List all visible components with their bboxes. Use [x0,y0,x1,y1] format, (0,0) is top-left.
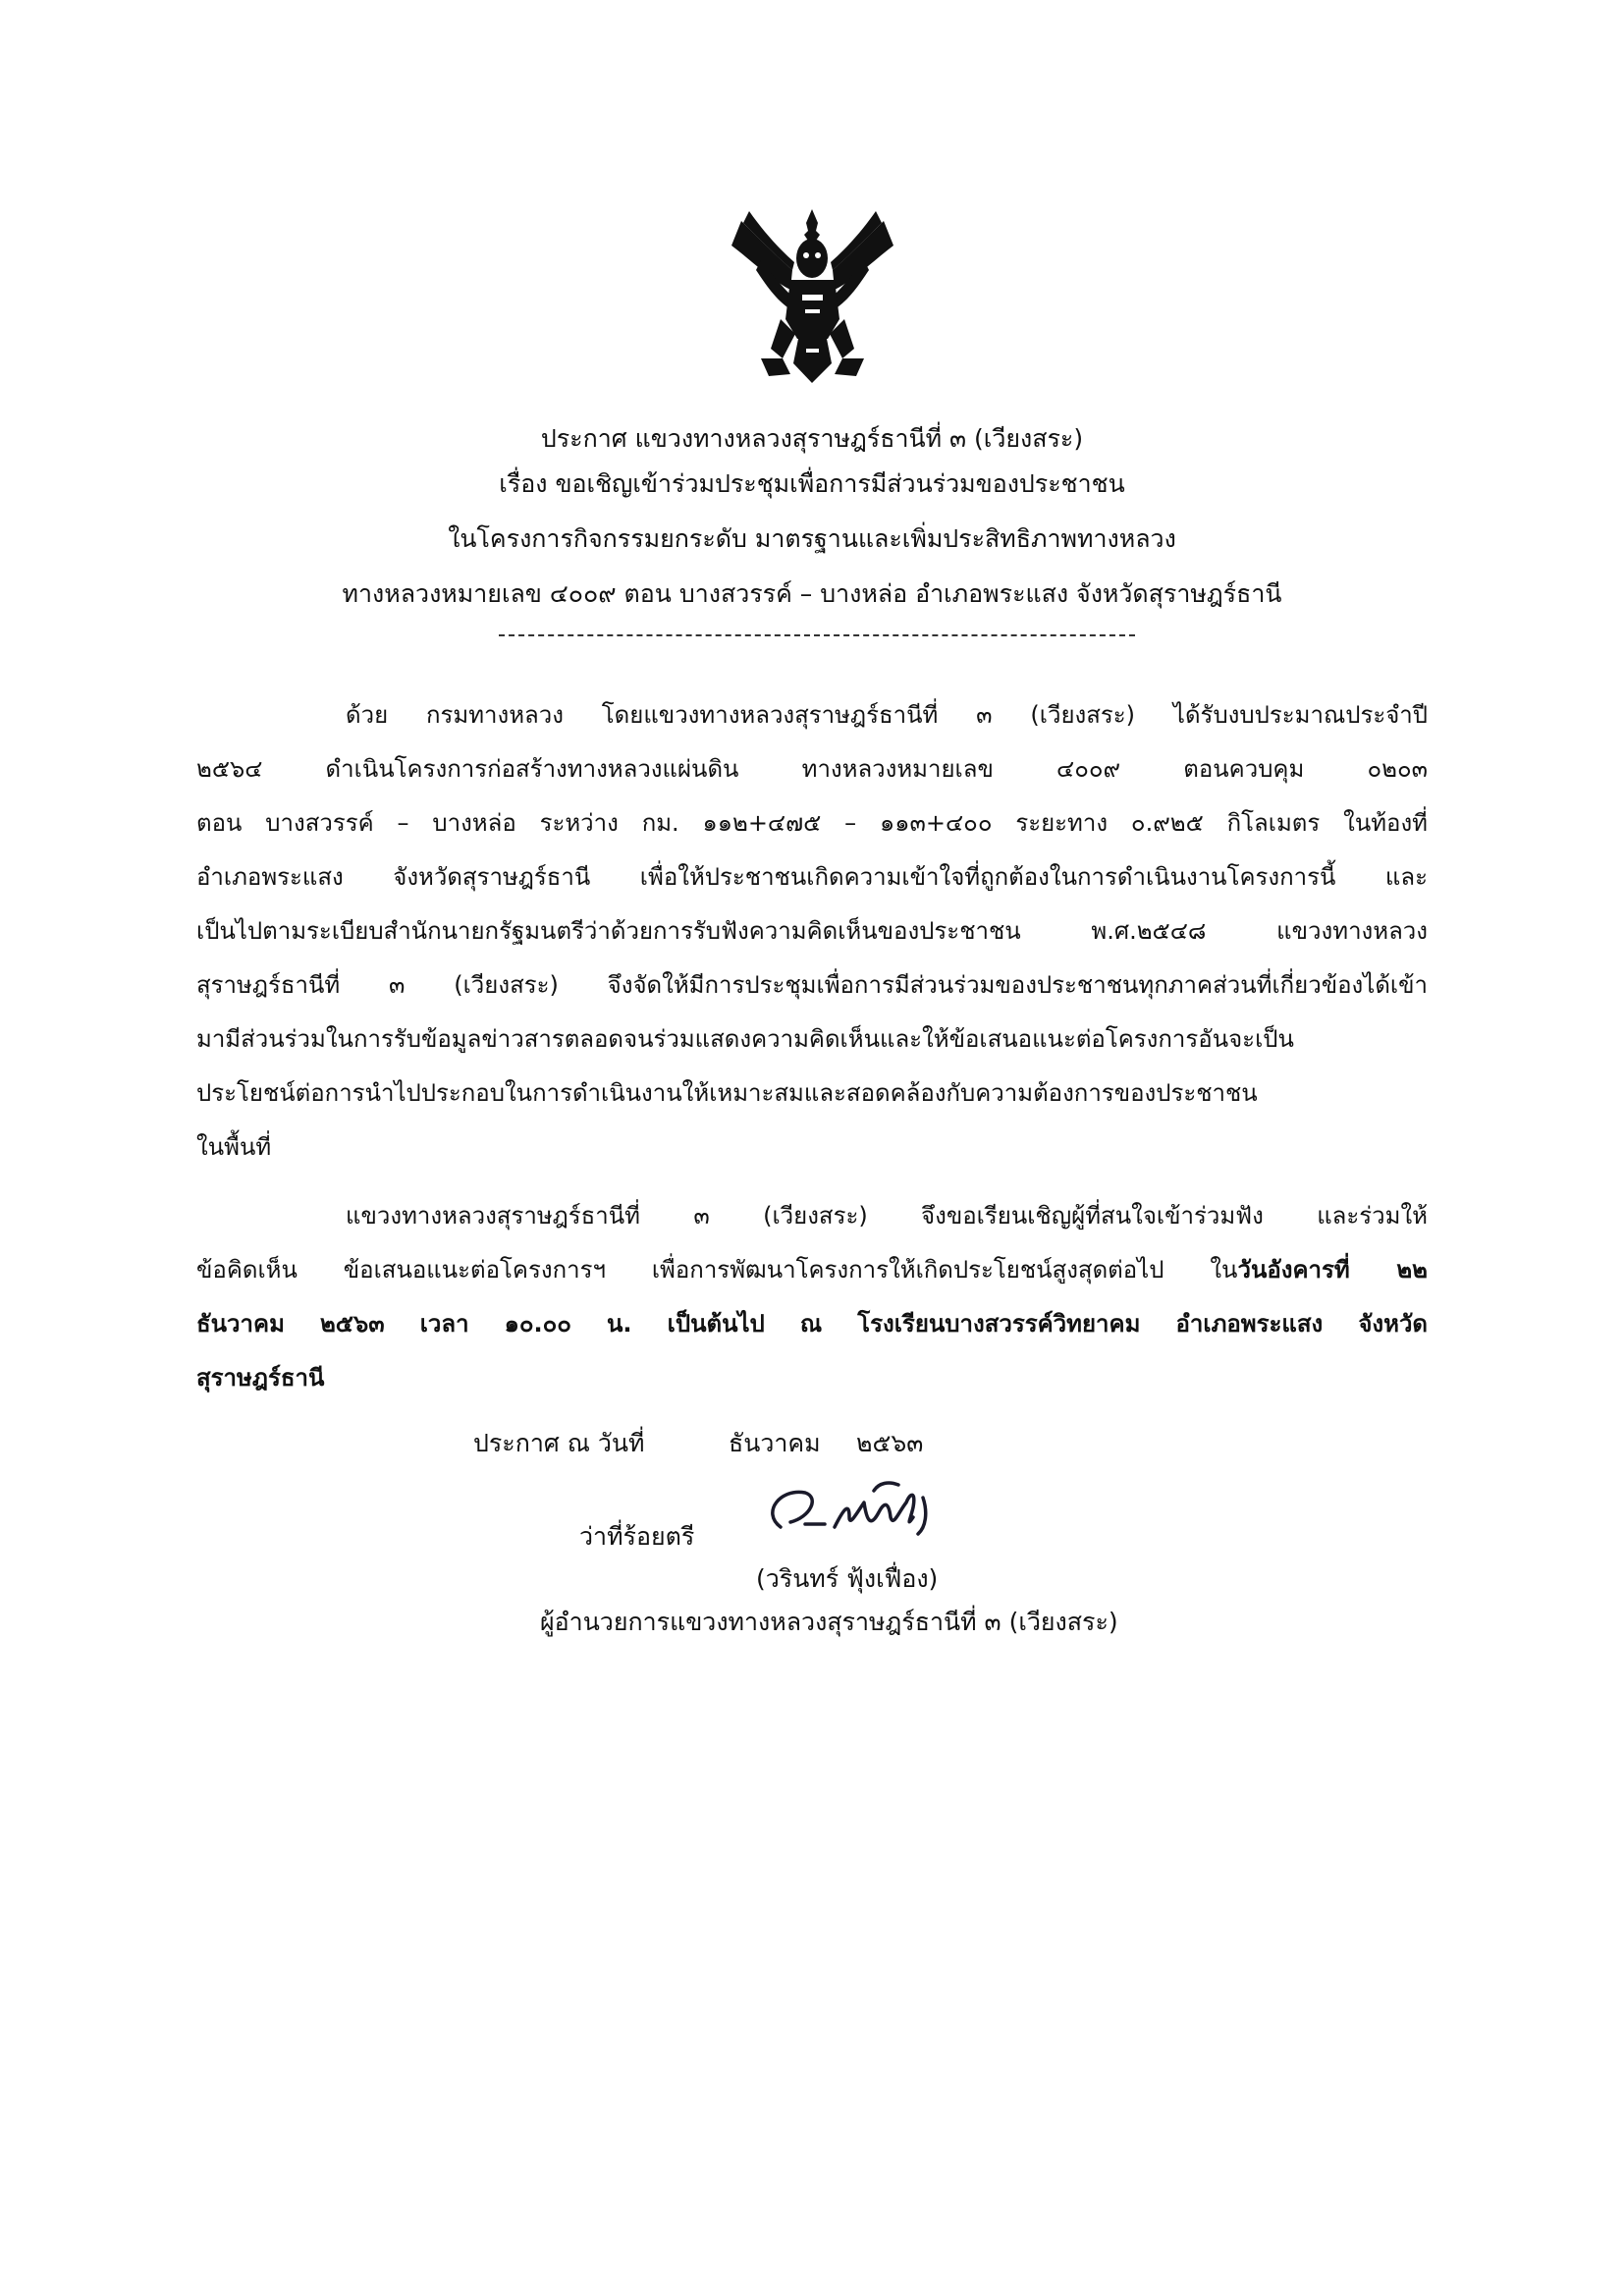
meeting-day: วันอังคารที่ ๒๒ [1237,1256,1428,1284]
highway-line: ทางหลวงหมายเลข ๔๐๐๙ ตอน บางสวรรค์ – บางหล่อ อำเภอพระแสง จังหวัดสุราษฎร์ธานี [342,579,1282,608]
paragraph1-line: สุราษฎร์ธานีที่ ๓ (เวียงสระ) จึงจัดให้มีการประชุมเพื่อการมีส่วนร่วมของประชาชนทุกภาคส่วนที่เกี่ยวข้องได้เข้า [196,971,1428,999]
paragraph1-line: ด้วย กรมทางหลวง โดยแขวงทางหลวงสุราษฎร์ธานีที่ ๓ (เวียงสระ) ได้รับงบประมาณประจำปี [346,701,1428,729]
paragraph1-line: เป็นไปตามระเบียบสำนักนายกรัฐมนตรีว่าด้วยการรับฟังความคิดเห็นของประชาชน พ.ศ.๒๕๔๘ แขวงทางหลวง [196,917,1428,945]
announcement-title: ประกาศ แขวงทางหลวงสุราษฎร์ธานีที่ ๓ (เวียงสระ) [540,424,1084,453]
paragraph1-line: มามีส่วนร่วมในการรับข้อมูลข่าวสารตลอดจนร่วมแสดงความคิดเห็นและให้ข้อเสนอแนะต่อโครงการอันจะเป็น [196,1025,1294,1053]
paragraph1-line: ๒๕๖๔ ดำเนินโครงการก่อสร้างทางหลวงแผ่นดิน ทางหลวงหมายเลข ๔๐๐๙ ตอนควบคุม ๐๒๐๓ [196,755,1428,783]
divider [499,634,1135,636]
announcement-month: ธันวาคม [729,1429,821,1457]
paragraph2-line: แขวงทางหลวงสุราษฎร์ธานีที่ ๓ (เวียงสระ) จึงขอเรียนเชิญผู้ที่สนใจเข้าร่วมฟัง และร่วมให้ [346,1202,1428,1230]
handwritten-signature [751,1473,977,1561]
paragraph1-line: อำเภอพระแสง จังหวัดสุราษฎร์ธานี เพื่อให้ประชาชนเกิดความเข้าใจที่ถูกต้องในการดำเนินงานโครงการนี้ และ [196,863,1428,891]
subject-line: เรื่อง ขอเชิญเข้าร่วมประชุมเพื่อการมีส่วนร่วมของประชาชน [499,469,1125,498]
signatory-name: (วรินทร์ ฟุ้งเฟื่อง) [756,1564,939,1593]
announcement-year: ๒๕๖๓ [856,1429,924,1457]
garuda-emblem-icon [722,201,903,388]
paragraph1-line: ในพื้นที่ [196,1133,272,1161]
announcement-date-label: ประกาศ ณ วันที่ [473,1429,645,1457]
signatory-rank: ว่าที่ร้อยตรี [579,1522,695,1551]
meeting-province: สุราษฎร์ธานี [196,1364,325,1392]
meeting-details: ธันวาคม ๒๕๖๓ เวลา ๑๐.๐๐ น. เป็นต้นไป ณ โรงเรียนบางสวรรค์วิทยาคม อำเภอพระแสง จังหวัด [196,1310,1428,1338]
paragraph2-line [196,1252,1428,1287]
project-line: ในโครงการกิจกรรมยกระดับ มาตรฐานและเพิ่มประสิทธิภาพทางหลวง [448,524,1176,553]
paragraph1-line: ตอน บางสวรรค์ – บางหล่อ ระหว่าง กม. ๑๑๒+๔๗๕ – ๑๑๓+๔๐๐ ระยะทาง ๐.๙๒๕ กิโลเมตร ในท้องที่ [196,809,1428,837]
paragraph1-line: ประโยชน์ต่อการนำไปประกอบในการดำเนินงานให้เหมาะสมและสอดคล้องกับความต้องการของประชาชน [196,1079,1258,1107]
signatory-title: ผู้อำนวยการแขวงทางหลวงสุราษฎร์ธานีที่ ๓ (เวียงสระ) [540,1608,1118,1636]
paragraph2-text: ข้อคิดเห็น ข้อเสนอแนะต่อโครงการฯ เพื่อการพัฒนาโครงการให้เกิดประโยชน์สูงสุดต่อไป ใน [196,1256,1238,1284]
